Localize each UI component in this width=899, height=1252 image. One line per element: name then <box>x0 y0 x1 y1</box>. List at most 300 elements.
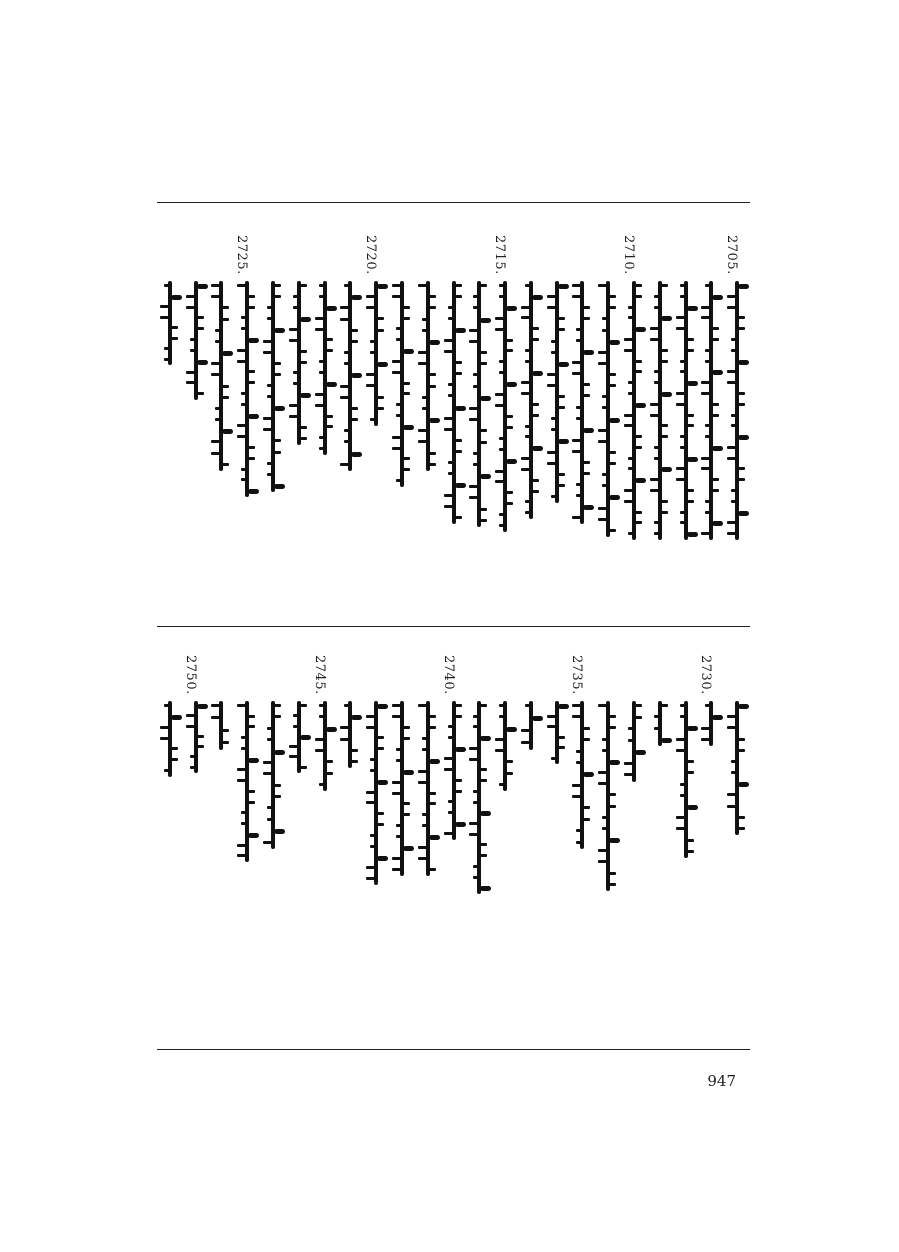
glyph-stroke <box>377 856 388 861</box>
mongolian-script-line <box>185 281 207 400</box>
glyph-stroke <box>547 373 556 376</box>
glyph-stroke <box>506 459 517 464</box>
glyph-stroke <box>455 295 462 298</box>
glyph-stroke <box>598 351 607 354</box>
verse-line <box>262 655 284 849</box>
glyph-stroke <box>506 349 513 352</box>
glyph-stroke <box>418 704 427 707</box>
mongolian-script-line <box>675 281 697 540</box>
glyph-stroke <box>248 381 255 384</box>
glyph-stroke <box>344 351 349 354</box>
glyph-stroke <box>403 392 410 395</box>
glyph-stroke <box>680 360 685 363</box>
mongolian-script-line <box>468 281 490 527</box>
glyph-stroke <box>455 790 462 793</box>
mongolian-script-line <box>417 701 439 876</box>
bottom-rule <box>157 1049 750 1050</box>
glyph-stroke <box>650 327 659 330</box>
glyph-stroke <box>525 360 530 363</box>
glyph-stroke <box>211 295 220 298</box>
glyph-stroke <box>661 704 668 707</box>
glyph-stroke <box>521 392 530 395</box>
glyph-stroke <box>661 435 668 438</box>
glyph-stroke <box>370 834 375 837</box>
glyph-stroke <box>705 349 710 352</box>
glyph-stroke <box>418 857 427 860</box>
glyph-stroke <box>448 383 453 386</box>
glyph-stroke <box>263 351 272 354</box>
glyph-stroke <box>558 395 565 398</box>
glyph-stroke <box>444 768 453 771</box>
mongolian-script-line <box>700 701 722 746</box>
glyph-stroke <box>583 383 590 386</box>
mongolian-script-line <box>159 281 181 365</box>
glyph-stroke <box>499 524 504 527</box>
glyph-stroke <box>222 463 229 466</box>
glyph-stroke <box>422 737 427 740</box>
glyph-stroke <box>300 284 307 287</box>
glyph-stroke <box>680 284 685 287</box>
glyph-stroke <box>712 414 719 417</box>
glyph-stroke <box>661 360 668 363</box>
glyph-stroke <box>326 415 333 418</box>
glyph-stroke <box>429 452 436 455</box>
glyph-stroke <box>680 446 685 449</box>
glyph-stroke <box>351 452 362 457</box>
glyph-stroke <box>263 761 272 764</box>
glyph-stroke <box>211 716 220 719</box>
glyph-stroke <box>506 502 513 505</box>
glyph-stroke <box>521 729 530 732</box>
glyph-stroke <box>274 795 281 798</box>
glyph-stroke <box>624 349 633 352</box>
glyph-stroke <box>171 758 178 761</box>
glyph-stroke <box>429 340 440 345</box>
script-stem <box>735 701 739 835</box>
glyph-stroke <box>263 340 272 343</box>
glyph-stroke <box>241 468 246 471</box>
glyph-stroke <box>351 295 362 300</box>
glyph-stroke <box>267 317 272 320</box>
glyph-stroke <box>237 768 246 771</box>
glyph-stroke <box>572 284 581 287</box>
glyph-stroke <box>241 403 246 406</box>
glyph-stroke <box>738 316 745 319</box>
glyph-stroke <box>429 306 436 309</box>
glyph-stroke <box>392 868 401 871</box>
glyph-stroke <box>248 414 259 419</box>
glyph-stroke <box>558 284 569 289</box>
line-number: 2705. <box>724 235 739 275</box>
glyph-stroke <box>289 404 298 407</box>
glyph-stroke <box>635 750 646 755</box>
glyph-stroke <box>248 758 259 763</box>
glyph-stroke <box>473 865 478 868</box>
glyph-stroke <box>403 317 410 320</box>
glyph-stroke <box>340 306 349 309</box>
glyph-stroke <box>609 451 616 454</box>
glyph-stroke <box>455 715 462 718</box>
glyph-stroke <box>551 428 556 431</box>
glyph-stroke <box>289 339 298 342</box>
glyph-stroke <box>473 725 478 728</box>
glyph-stroke <box>712 478 719 481</box>
glyph-stroke <box>676 327 685 330</box>
glyph-stroke <box>186 381 195 384</box>
glyph-stroke <box>289 328 298 331</box>
glyph-stroke <box>712 338 719 341</box>
glyph-stroke <box>547 384 556 387</box>
glyph-stroke <box>661 392 672 397</box>
glyph-stroke <box>727 532 736 535</box>
verse-line <box>262 235 284 492</box>
glyph-stroke <box>727 306 736 309</box>
glyph-stroke <box>551 757 556 760</box>
glyph-stroke <box>701 467 710 470</box>
glyph-stroke <box>315 393 324 396</box>
glyph-stroke <box>598 518 607 521</box>
glyph-stroke <box>377 362 388 367</box>
glyph-stroke <box>469 833 478 836</box>
glyph-stroke <box>609 418 620 423</box>
glyph-stroke <box>506 415 513 418</box>
glyph-stroke <box>248 306 255 309</box>
glyph-stroke <box>525 435 530 438</box>
glyph-stroke <box>628 467 633 470</box>
verse-line <box>571 655 593 849</box>
glyph-stroke <box>392 857 401 860</box>
glyph-stroke <box>583 428 594 433</box>
mongolian-script-line <box>649 701 671 746</box>
glyph-stroke <box>602 484 607 487</box>
glyph-stroke <box>455 450 462 453</box>
glyph-stroke <box>609 495 620 500</box>
glyph-stroke <box>480 318 491 323</box>
glyph-stroke <box>351 407 358 410</box>
glyph-stroke <box>366 877 375 880</box>
verse-line <box>623 235 645 540</box>
verse-line <box>443 235 465 524</box>
glyph-stroke <box>222 741 229 744</box>
glyph-stroke <box>738 478 745 481</box>
glyph-stroke <box>392 360 401 363</box>
glyph-stroke <box>583 727 590 730</box>
glyph-stroke <box>403 770 414 775</box>
glyph-stroke <box>624 762 633 765</box>
glyph-stroke <box>650 403 659 406</box>
glyph-stroke <box>609 529 616 532</box>
glyph-stroke <box>738 511 749 516</box>
glyph-stroke <box>480 854 487 857</box>
glyph-stroke <box>160 305 169 308</box>
glyph-stroke <box>480 736 491 741</box>
glyph-stroke <box>455 284 462 287</box>
glyph-stroke <box>609 340 620 345</box>
glyph-stroke <box>628 316 633 319</box>
verse-line <box>210 235 232 471</box>
glyph-stroke <box>602 827 607 830</box>
top-rule <box>157 202 750 203</box>
glyph-stroke <box>222 385 229 388</box>
glyph-stroke <box>300 317 311 322</box>
glyph-stroke <box>727 726 736 729</box>
glyph-stroke <box>448 394 453 397</box>
glyph-stroke <box>499 437 504 440</box>
verse-line <box>571 235 593 524</box>
glyph-stroke <box>300 766 307 769</box>
glyph-stroke <box>712 489 719 492</box>
glyph-stroke <box>583 806 590 809</box>
glyph-stroke <box>551 495 556 498</box>
glyph-stroke <box>326 772 333 775</box>
glyph-stroke <box>274 362 281 365</box>
glyph-stroke <box>572 784 581 787</box>
glyph-stroke <box>455 406 466 411</box>
glyph-stroke <box>267 473 272 476</box>
mongolian-script-line <box>675 701 697 858</box>
glyph-stroke <box>731 771 736 774</box>
glyph-stroke <box>628 392 633 395</box>
glyph-stroke <box>319 704 324 707</box>
glyph-stroke <box>248 370 255 373</box>
glyph-stroke <box>267 384 272 387</box>
mongolian-script-line <box>314 701 336 791</box>
verse-line <box>700 235 722 540</box>
glyph-stroke <box>396 403 401 406</box>
glyph-stroke <box>190 349 195 352</box>
glyph-stroke <box>370 845 375 848</box>
glyph-stroke <box>422 329 427 332</box>
glyph-stroke <box>274 284 281 287</box>
glyph-stroke <box>602 749 607 752</box>
glyph-stroke <box>366 726 375 729</box>
glyph-stroke <box>351 340 358 343</box>
glyph-stroke <box>705 424 710 427</box>
glyph-stroke <box>344 440 349 443</box>
verse-line <box>365 655 387 885</box>
glyph-stroke <box>635 403 646 408</box>
glyph-stroke <box>326 425 333 428</box>
glyph-stroke <box>274 704 281 707</box>
verse-line <box>597 655 619 891</box>
glyph-stroke <box>705 704 710 707</box>
glyph-stroke <box>576 494 581 497</box>
glyph-stroke <box>624 773 633 776</box>
glyph-stroke <box>392 284 401 287</box>
glyph-stroke <box>628 739 633 742</box>
verse-line <box>443 655 465 840</box>
glyph-stroke <box>583 394 590 397</box>
glyph-stroke <box>418 781 427 784</box>
glyph-stroke <box>274 295 281 298</box>
mongolian-script-line <box>288 701 310 773</box>
glyph-stroke <box>661 424 668 427</box>
verse-line <box>494 235 516 532</box>
glyph-stroke <box>293 306 298 309</box>
glyph-stroke <box>558 704 569 709</box>
glyph-stroke <box>676 392 685 395</box>
glyph-stroke <box>366 373 375 376</box>
glyph-stroke <box>521 457 530 460</box>
glyph-stroke <box>344 704 349 707</box>
mongolian-script-line <box>700 281 722 540</box>
glyph-stroke <box>738 284 749 289</box>
glyph-stroke <box>712 715 723 720</box>
glyph-stroke <box>377 823 384 826</box>
glyph-stroke <box>377 747 384 750</box>
glyph-stroke <box>300 704 307 707</box>
glyph-stroke <box>418 770 427 773</box>
glyph-stroke <box>687 726 698 731</box>
glyph-stroke <box>727 805 736 808</box>
glyph-stroke <box>495 393 504 396</box>
mongolian-script-line <box>494 281 516 532</box>
glyph-stroke <box>326 760 333 763</box>
glyph-stroke <box>654 521 659 524</box>
glyph-stroke <box>480 429 487 432</box>
glyph-stroke <box>738 467 745 470</box>
glyph-stroke <box>635 284 642 287</box>
glyph-stroke <box>583 505 594 510</box>
verse-line <box>597 235 619 537</box>
glyph-stroke <box>532 403 539 406</box>
glyph-stroke <box>572 439 581 442</box>
mongolian-script-line <box>443 281 465 524</box>
glyph-stroke <box>727 295 736 298</box>
glyph-stroke <box>576 761 581 764</box>
verse-line <box>288 655 310 773</box>
glyph-stroke <box>293 382 298 385</box>
glyph-stroke <box>319 436 324 439</box>
glyph-stroke <box>403 737 410 740</box>
glyph-stroke <box>635 360 642 363</box>
glyph-stroke <box>344 429 349 432</box>
glyph-stroke <box>377 780 388 785</box>
glyph-stroke <box>547 295 556 298</box>
glyph-stroke <box>429 835 440 840</box>
glyph-stroke <box>532 490 539 493</box>
mongolian-script-line <box>339 281 361 471</box>
glyph-stroke <box>248 715 255 718</box>
glyph-stroke <box>687 306 698 311</box>
glyph-stroke <box>248 446 255 449</box>
glyph-stroke <box>237 844 246 847</box>
script-stem <box>271 701 275 849</box>
glyph-stroke <box>396 327 401 330</box>
mongolian-script-line <box>391 281 413 487</box>
mongolian-script-line <box>726 281 748 540</box>
glyph-stroke <box>609 726 616 729</box>
glyph-stroke <box>237 424 246 427</box>
glyph-stroke <box>403 802 410 805</box>
mongolian-script-line <box>288 281 310 445</box>
glyph-stroke <box>422 396 427 399</box>
mongolian-script-line <box>210 281 232 471</box>
glyph-stroke <box>171 295 182 300</box>
glyph-stroke <box>499 715 504 718</box>
glyph-stroke <box>418 351 427 354</box>
glyph-stroke <box>506 339 513 342</box>
glyph-stroke <box>237 360 246 363</box>
glyph-stroke <box>738 327 745 330</box>
glyph-stroke <box>480 284 487 287</box>
glyph-stroke <box>609 295 616 298</box>
glyph-stroke <box>521 381 530 384</box>
verse-line <box>339 655 361 768</box>
glyph-stroke <box>676 478 685 481</box>
glyph-stroke <box>396 824 401 827</box>
glyph-stroke <box>396 748 401 751</box>
glyph-stroke <box>583 772 594 777</box>
glyph-stroke <box>444 428 453 431</box>
glyph-stroke <box>455 483 466 488</box>
glyph-stroke <box>547 725 556 728</box>
glyph-stroke <box>171 337 178 340</box>
glyph-stroke <box>300 361 307 364</box>
glyph-stroke <box>248 801 255 804</box>
glyph-stroke <box>469 485 478 488</box>
glyph-stroke <box>583 818 590 821</box>
glyph-stroke <box>598 284 607 287</box>
line-number: 2725. <box>234 235 249 275</box>
mongolian-script-line <box>236 281 258 497</box>
glyph-stroke <box>680 370 685 373</box>
glyph-stroke <box>211 373 220 376</box>
glyph-stroke <box>403 468 410 471</box>
glyph-stroke <box>712 370 723 375</box>
glyph-stroke <box>160 737 169 740</box>
glyph-stroke <box>455 328 466 333</box>
glyph-stroke <box>160 726 169 729</box>
glyph-stroke <box>340 396 349 399</box>
glyph-stroke <box>687 850 694 853</box>
glyph-stroke <box>455 747 466 752</box>
verse-line <box>417 235 439 471</box>
glyph-stroke <box>315 749 324 752</box>
glyph-stroke <box>727 793 736 796</box>
glyph-stroke <box>609 883 616 886</box>
glyph-stroke <box>366 715 375 718</box>
glyph-stroke <box>558 746 565 749</box>
glyph-stroke <box>448 317 453 320</box>
glyph-stroke <box>444 494 453 497</box>
verse-line <box>546 655 568 764</box>
glyph-stroke <box>495 738 504 741</box>
glyph-stroke <box>171 747 178 750</box>
glyph-stroke <box>469 496 478 499</box>
glyph-stroke <box>558 328 565 331</box>
glyph-stroke <box>525 284 530 287</box>
glyph-stroke <box>377 704 388 709</box>
glyph-stroke <box>609 805 616 808</box>
glyph-stroke <box>532 338 539 341</box>
glyph-stroke <box>448 811 453 814</box>
glyph-stroke <box>572 295 581 298</box>
glyph-stroke <box>469 822 478 825</box>
glyph-stroke <box>676 816 685 819</box>
script-stem <box>555 281 559 503</box>
glyph-stroke <box>576 841 581 844</box>
glyph-stroke <box>469 340 478 343</box>
glyph-stroke <box>469 418 478 421</box>
glyph-stroke <box>377 812 384 815</box>
glyph-stroke <box>727 521 736 524</box>
glyph-stroke <box>473 876 478 879</box>
verse-line <box>675 235 697 540</box>
glyph-stroke <box>551 340 556 343</box>
glyph-stroke <box>215 418 220 421</box>
glyph-stroke <box>164 358 169 361</box>
